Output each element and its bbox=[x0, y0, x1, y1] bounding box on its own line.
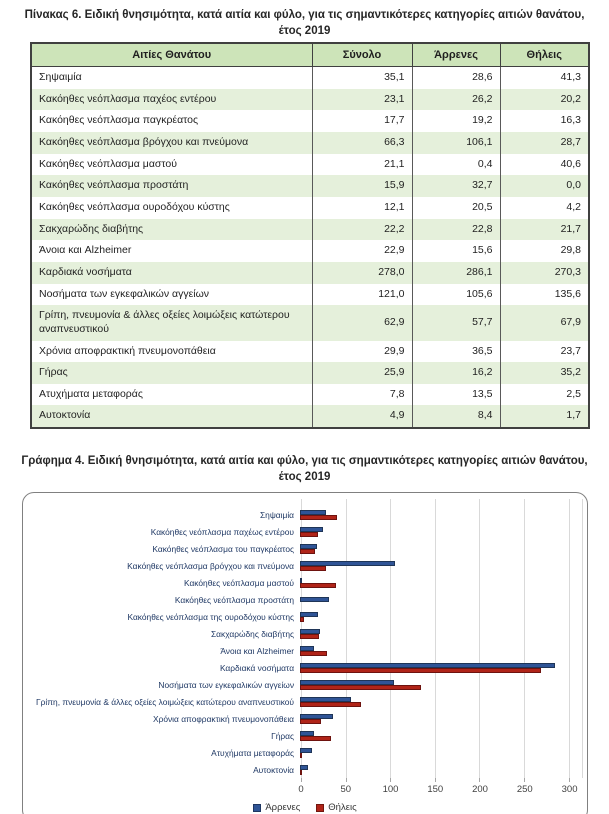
value-cell: 19,2 bbox=[412, 110, 500, 132]
category-label: Σακχαρώδης διαβήτης bbox=[210, 628, 295, 639]
chart-row bbox=[29, 693, 581, 710]
table-row bbox=[31, 262, 589, 284]
table-row bbox=[31, 175, 589, 197]
table-row bbox=[31, 305, 589, 340]
value-cell: 15,6 bbox=[412, 240, 500, 262]
axis-tick bbox=[479, 778, 480, 782]
axis-tick bbox=[569, 778, 570, 782]
value-cell: 0,0 bbox=[500, 175, 589, 197]
table-row bbox=[31, 110, 589, 132]
bar-females bbox=[300, 532, 318, 537]
x-tick-label: 250 bbox=[516, 784, 533, 796]
x-tick-label: 0 bbox=[298, 784, 304, 796]
chart-row bbox=[29, 574, 581, 591]
cause-cell: Καρδιακά νοσήματα bbox=[39, 265, 132, 278]
bar-females bbox=[300, 566, 326, 571]
col-header-total: Σύνολο bbox=[312, 43, 412, 67]
bar-group bbox=[300, 523, 581, 540]
bar-group bbox=[300, 608, 581, 625]
bar-group bbox=[300, 540, 581, 557]
bar-group bbox=[300, 591, 581, 608]
table-row bbox=[31, 132, 589, 154]
table-header-row bbox=[31, 43, 589, 67]
category-label: Καρδιακά νοσήματα bbox=[219, 662, 295, 673]
table-row bbox=[31, 341, 589, 363]
value-cell: 16,3 bbox=[500, 110, 589, 132]
value-cell: 21,1 bbox=[312, 154, 412, 176]
cause-cell: Κακόηθες νεόπλασμα μαστού bbox=[39, 157, 177, 170]
cause-cell: Νοσήματα των εγκεφαλικών αγγείων bbox=[39, 287, 210, 300]
table-row bbox=[31, 405, 589, 428]
chart-row bbox=[29, 557, 581, 574]
bar-females bbox=[300, 668, 541, 673]
category-label: Άνοια και Alzheimer bbox=[220, 645, 295, 656]
bar-group bbox=[300, 727, 581, 744]
value-cell: 28,6 bbox=[412, 67, 500, 89]
chart-plot-area bbox=[29, 506, 581, 813]
axis-tick bbox=[301, 778, 302, 782]
table-row bbox=[31, 384, 589, 406]
value-cell: 23,1 bbox=[312, 89, 412, 111]
x-tick-label: 300 bbox=[561, 784, 578, 796]
bar-group bbox=[300, 693, 581, 710]
chart-row bbox=[29, 591, 581, 608]
value-cell: 32,7 bbox=[412, 175, 500, 197]
chart-row bbox=[29, 540, 581, 557]
value-cell: 106,1 bbox=[412, 132, 500, 154]
axis-tick bbox=[346, 778, 347, 782]
chart-row bbox=[29, 676, 581, 693]
chart-row bbox=[29, 744, 581, 761]
category-label: Γήρας bbox=[271, 730, 295, 741]
bar-group bbox=[300, 642, 581, 659]
bar-females bbox=[300, 736, 331, 741]
value-cell: 35,1 bbox=[312, 67, 412, 89]
bar-males bbox=[300, 597, 329, 602]
x-tick-label: 150 bbox=[427, 784, 444, 796]
chart-title: Γράφημα 4. Ειδική θνησιμότητα, κατά αιτία και φύλο, για τις σημαντικότερες κατηγορίες αιτιών θανάτου, έτος 2019 bbox=[21, 455, 588, 484]
value-cell: 12,1 bbox=[312, 197, 412, 219]
bar-group bbox=[300, 761, 581, 778]
bar-females bbox=[300, 583, 336, 588]
table-row bbox=[31, 197, 589, 219]
value-cell: 7,8 bbox=[312, 384, 412, 406]
value-cell: 22,8 bbox=[412, 219, 500, 241]
value-cell: 16,2 bbox=[412, 362, 500, 384]
value-cell: 36,5 bbox=[412, 341, 500, 363]
bar-females bbox=[300, 685, 421, 690]
table-title: Πίνακας 6. Ειδική θνησιμότητα, κατά αιτία και φύλο, για τις σημαντικότερες κατηγορίες αιτιών θανάτου, έτος 2019 bbox=[24, 9, 585, 38]
cause-cell: Κακόηθες νεόπλασμα προστάτη bbox=[39, 179, 189, 192]
axis-tick bbox=[524, 778, 525, 782]
category-label: Νοσήματα των εγκεφαλικών αγγείων bbox=[158, 679, 295, 690]
cause-cell: Κακόηθες νεόπλασμα παχέος εντέρου bbox=[39, 92, 217, 105]
legend-label-females: Θήλεις bbox=[328, 802, 357, 814]
chart-row bbox=[29, 523, 581, 540]
value-cell: 4,2 bbox=[500, 197, 589, 219]
category-label: Κακόηθες νεόπλασμα παχέως εντέρου bbox=[150, 526, 295, 537]
males-swatch-icon bbox=[253, 804, 261, 812]
value-cell: 20,2 bbox=[500, 89, 589, 111]
bar-females bbox=[300, 702, 361, 707]
category-label: Κακόηθες νεόπλασμα βρόγχου και πνεύμονα bbox=[127, 560, 295, 571]
category-label: Σηψαιμία bbox=[259, 509, 295, 520]
legend-item-males bbox=[253, 802, 300, 813]
bar-females bbox=[300, 719, 321, 724]
value-cell: 57,7 bbox=[412, 305, 500, 340]
bar-females bbox=[300, 617, 304, 622]
value-cell: 40,6 bbox=[500, 154, 589, 176]
cause-cell: Γήρας bbox=[39, 366, 68, 379]
x-tick-label: 50 bbox=[340, 784, 352, 796]
chart-row bbox=[29, 659, 581, 676]
bar-group bbox=[300, 744, 581, 761]
table-row bbox=[31, 240, 589, 262]
legend-item-females bbox=[316, 802, 356, 813]
category-label: Κακόηθες νεόπλασμα μαστού bbox=[183, 577, 295, 588]
bar-females bbox=[300, 770, 302, 775]
value-cell: 67,9 bbox=[500, 305, 589, 340]
chart-bar-rows bbox=[29, 506, 581, 778]
table-row bbox=[31, 154, 589, 176]
cause-cell: Χρόνια αποφρακτική πνευμονοπάθεια bbox=[39, 344, 216, 357]
cause-cell: Σηψαιμία bbox=[39, 71, 82, 84]
females-swatch-icon bbox=[316, 804, 324, 812]
chart-row bbox=[29, 727, 581, 744]
x-tick-label: 100 bbox=[382, 784, 399, 796]
value-cell: 2,5 bbox=[500, 384, 589, 406]
bar-females bbox=[300, 634, 319, 639]
bar-group bbox=[300, 659, 581, 676]
value-cell: 23,7 bbox=[500, 341, 589, 363]
value-cell: 135,6 bbox=[500, 284, 589, 306]
value-cell: 22,9 bbox=[312, 240, 412, 262]
bar-group bbox=[300, 625, 581, 642]
bar-group bbox=[300, 676, 581, 693]
bar-group bbox=[300, 506, 581, 523]
chart-row bbox=[29, 625, 581, 642]
bar-group bbox=[300, 574, 581, 591]
value-cell: 270,3 bbox=[500, 262, 589, 284]
cause-cell: Ατυχήματα μεταφοράς bbox=[39, 387, 143, 400]
value-cell: 21,7 bbox=[500, 219, 589, 241]
category-label: Χρόνια αποφρακτική πνευμονοπάθεια bbox=[152, 713, 295, 724]
value-cell: 62,9 bbox=[312, 305, 412, 340]
x-tick-label: 200 bbox=[472, 784, 488, 796]
value-cell: 278,0 bbox=[312, 262, 412, 284]
table-row bbox=[31, 284, 589, 306]
value-cell: 17,7 bbox=[312, 110, 412, 132]
cause-cell: Άνοια και Alzheimer bbox=[39, 244, 132, 257]
chart-row bbox=[29, 506, 581, 523]
category-label: Αυτοκτονία bbox=[253, 764, 295, 775]
value-cell: 8,4 bbox=[412, 405, 500, 428]
chart-row bbox=[29, 761, 581, 778]
table-row bbox=[31, 362, 589, 384]
value-cell: 286,1 bbox=[412, 262, 500, 284]
col-header-females: Θήλεις bbox=[500, 43, 589, 67]
value-cell: 20,5 bbox=[412, 197, 500, 219]
value-cell: 0,4 bbox=[412, 154, 500, 176]
bar-group bbox=[300, 710, 581, 727]
value-cell: 1,7 bbox=[500, 405, 589, 428]
value-cell: 15,9 bbox=[312, 175, 412, 197]
value-cell: 13,5 bbox=[412, 384, 500, 406]
value-cell: 41,3 bbox=[500, 67, 589, 89]
value-cell: 25,9 bbox=[312, 362, 412, 384]
chart-row bbox=[29, 642, 581, 659]
value-cell: 29,9 bbox=[312, 341, 412, 363]
value-cell: 121,0 bbox=[312, 284, 412, 306]
bar-females bbox=[300, 753, 302, 758]
value-cell: 35,2 bbox=[500, 362, 589, 384]
chart-x-axis bbox=[298, 784, 583, 797]
category-label: Γρίπη, πνευμονία & άλλες οξείες λοιμώξεις κατώτερου αναπνευστικού bbox=[36, 696, 295, 707]
category-label: Κακόηθες νεόπλασμα του παγκρέατος bbox=[152, 543, 295, 554]
axis-tick bbox=[435, 778, 436, 782]
cause-cell: Σακχαρώδης διαβήτης bbox=[39, 222, 144, 235]
mortality-chart bbox=[22, 492, 588, 814]
cause-cell: Κακόηθες νεόπλασμα βρόγχου και πνεύμονα bbox=[39, 136, 249, 149]
chart-legend bbox=[29, 802, 581, 813]
table-row bbox=[31, 219, 589, 241]
category-label: Κακόηθες νεόπλασμα προστάτη bbox=[174, 594, 295, 605]
col-header-males: Άρρενες bbox=[412, 43, 500, 67]
table-row bbox=[31, 67, 589, 89]
legend-label-males: Άρρενες bbox=[265, 802, 301, 814]
chart-row bbox=[29, 710, 581, 727]
value-cell: 26,2 bbox=[412, 89, 500, 111]
axis-tick bbox=[390, 778, 391, 782]
category-label: Ατυχήματα μεταφοράς bbox=[211, 747, 295, 758]
value-cell: 28,7 bbox=[500, 132, 589, 154]
col-header-cause: Αιτίες Θανάτου bbox=[31, 43, 312, 67]
table-row bbox=[31, 89, 589, 111]
category-label: Κακόηθες νεόπλασμα της ουροδόχου κύστης bbox=[127, 611, 295, 622]
bar-females bbox=[300, 515, 337, 520]
cause-cell: Κακόηθες νεόπλασμα ουροδόχου κύστης bbox=[39, 201, 230, 214]
bar-females bbox=[300, 651, 327, 656]
chart-row bbox=[29, 608, 581, 625]
cause-cell: Κακόηθες νεόπλασμα παγκρέατος bbox=[39, 114, 199, 127]
value-cell: 29,8 bbox=[500, 240, 589, 262]
value-cell: 22,2 bbox=[312, 219, 412, 241]
mortality-table bbox=[30, 42, 590, 429]
bar-females bbox=[300, 549, 315, 554]
value-cell: 105,6 bbox=[412, 284, 500, 306]
value-cell: 4,9 bbox=[312, 405, 412, 428]
bar-group bbox=[300, 557, 581, 574]
cause-cell: Γρίπη, πνευμονία & άλλες οξείες λοιμώξεις κατώτερου αναπνευστικού bbox=[39, 309, 290, 335]
value-cell: 66,3 bbox=[312, 132, 412, 154]
cause-cell: Αυτοκτονία bbox=[39, 409, 91, 422]
